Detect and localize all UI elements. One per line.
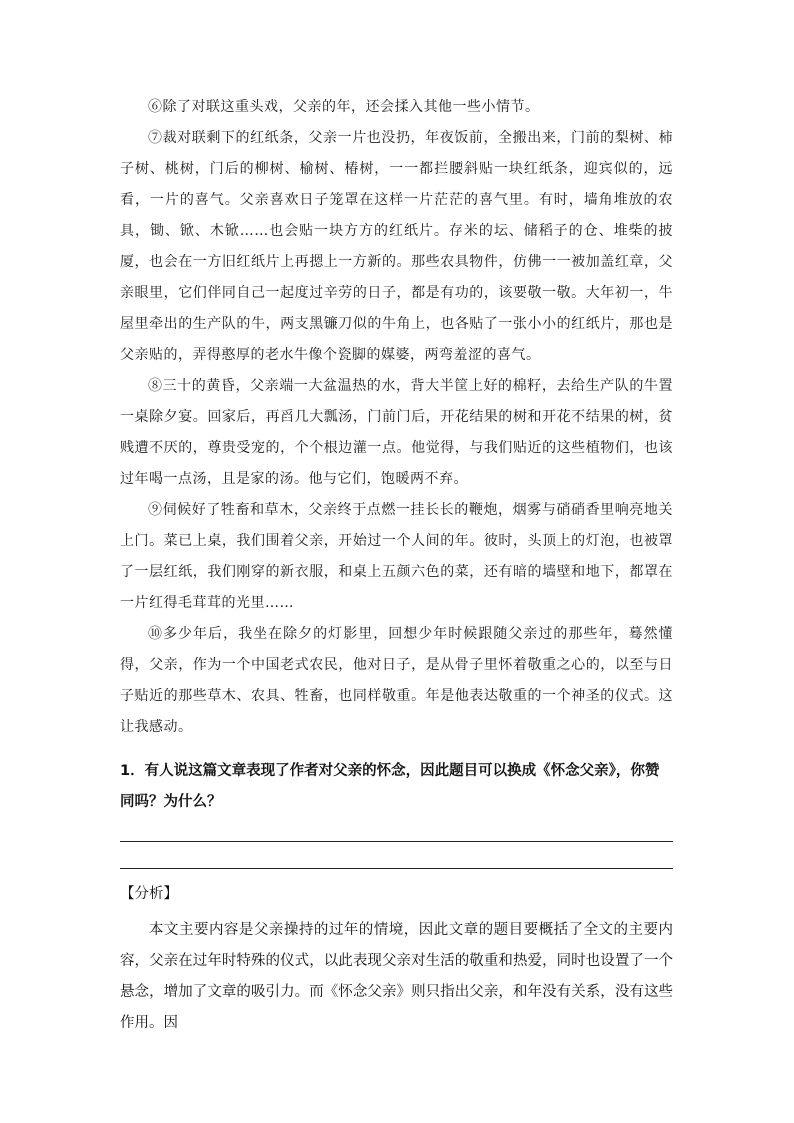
- paragraph-9: ⑨伺候好了牲畜和草木，父亲终于点燃一挂长长的鞭炮，烟雾与硝硝香里响亮地关上门。菜已上桌，我们围着父亲，开始过一个人间的年。彼时，头顶上的灯泡，也被罩了一层红纸，我们刚穿的新衣服，和桌上五颜六色的菜，还有暗的墙壁和地下，都罩在一片红得毛茸茸的光里……: [120, 502, 673, 611]
- paragraph-8: ⑧三十的黄昏，父亲端一大盆温热的水，背大半筐上好的棉籽，去给生产队的牛置一桌除夕宴。回家后，再舀几大瓢汤，门前门后，开花结果的树和开花不结果的树，贫贱遭不厌的，尊贵受宠的，个个根边灌一点。他觉得，与我们贴近的这些植物们，也该过年喝一点汤，且是家的汤。他与它们，饱暖两不弃。: [120, 378, 673, 487]
- paragraph-10: ⑩多少年后，我坐在除夕的灯影里，回想少年时候跟随父亲过的那些年，蓦然懂得，父亲，作为一个中国老式农民，他对日子，是从骨子里怀着敬重之心的，以至与日子贴近的那些草木、农具、牲畜，也同样敬重。年是他表达敬重的一个神圣的仪式。这让我感动。: [120, 626, 673, 735]
- question-1: 1．有人说这篇文章表现了作者对父亲的怀念，因此题目可以换成《怀念父亲》，你赞同吗？为什么？: [120, 763, 660, 810]
- reading-passage: [120, 92, 673, 743]
- answer-line-2[interactable]: [120, 868, 673, 869]
- analysis-heading: 【分析】: [120, 886, 178, 902]
- analysis-body: 本文主要内容是父亲操持的过年的情境，因此文章的题目要概括了全文的主要内容，父亲在过年时特殊的仪式，以此表现父亲对生活的敬重和热爱，同时也设置了一个悬念，增加了文章的吸引力。而《怀念父亲》则只指出父亲，和年没有关系，没有这些作用。因: [120, 922, 673, 1031]
- paragraph-7: ⑦裁对联剩下的红纸条，父亲一片也没扔，年夜饭前，全搬出来，门前的梨树、柿子树、桃树，门后的柳树、榆树、椿树，一一都拦腰斜贴一块红纸条，迎宾似的，远看，一片的喜气。父亲喜欢日子笼罩在这样一片茫茫的喜气里。有时，墙角堆放的农具，锄、锨、木锨……也会贴一块方方的红纸片。存米的坛、储稻子的仓、堆柴的披厦，也会在一方旧红纸片上再摁上一方新的。那些农具物件，仿佛一一被加盖红章，父亲眼里，它们伴同自己一起度过辛劳的日子，都是有功的，该要敬一敬。大年初一，牛屋里牵出的生产队的牛，两支黑镰刀似的牛角上，也各贴了一张小小的红纸片，那也是父亲贴的，弄得憨厚的老水牛像个瓷脚的媒婆，两弯羞涩的喜气。: [120, 130, 673, 363]
- answer-line-1[interactable]: [120, 841, 673, 842]
- paragraph-6: ⑥除了对联这重头戏，父亲的年，还会揉入其他一些小情节。: [148, 99, 540, 115]
